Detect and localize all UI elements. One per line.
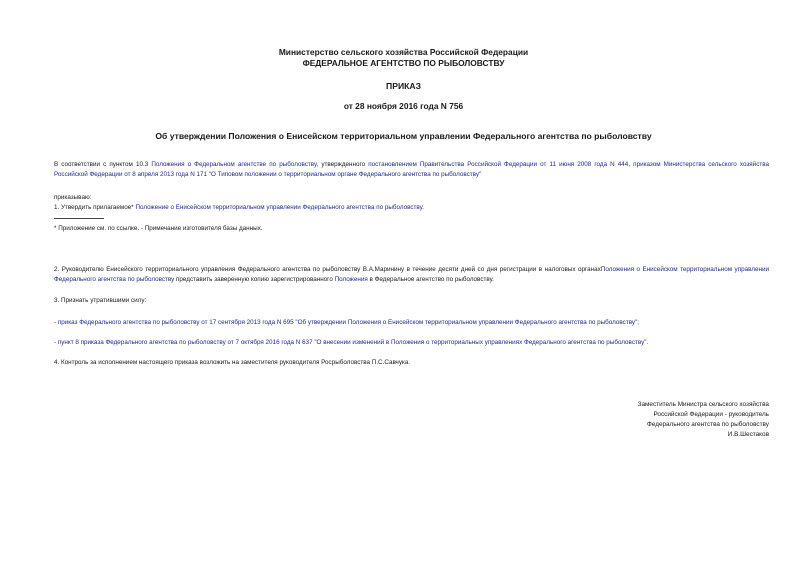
signature-line-1: Заместитель Министра сельского хозяйства <box>637 401 769 408</box>
item-4: 4. Контроль за исполнением настоящего приказа возложить на заместителя руководителя Росрыболовства П.С.Савчука. <box>54 359 411 366</box>
preamble-text-1: В соответствии с пунктом 10.3 <box>54 161 152 168</box>
item-2-text-3: в Федеральное агентство по рыболовству. <box>367 276 494 283</box>
link-agency-regulation[interactable]: Положения о Федеральном агентстве по рыболовству <box>151 161 317 168</box>
preamble-text-2: , утвержденного <box>316 161 369 168</box>
item-2 <box>54 265 769 285</box>
document-date-number: от 28 ноября 2016 года N 756 <box>343 101 464 111</box>
link-regulation[interactable]: Положения <box>334 276 368 283</box>
signature-line-2: Российской Федерации - руководитель <box>653 411 769 418</box>
item-3: 3. Признать утратившими силу: <box>54 297 147 304</box>
document-type: ПРИКАЗ <box>386 81 421 91</box>
signature-line-3: Федерального агентства по рыболовству <box>646 421 769 428</box>
order-word: приказываю: <box>54 194 92 201</box>
link-repealed-order-695[interactable]: - приказ Федерального агентства по рыболовству от 17 сентября 2013 года N 695 "Об утверждении Положения о Енисейском территориальном управлении Федерального агентства по рыболовству"; <box>54 319 640 326</box>
link-yenisei-regulation[interactable]: Положение о Енисейском территориальном управлении Федерального агентства по рыболовству <box>135 204 423 211</box>
footnote-separator <box>54 218 104 219</box>
item-1 <box>54 203 769 213</box>
link-ministry-order[interactable]: приказом Министерства сельского хозяйства Российской Федерации от 8 апреля 2013 года N 171 "О Типовом положении о территориальном органе Федерального агентства по рыболовству" <box>54 161 770 178</box>
link-yenisei-regulation-2[interactable]: Положения о Енисейском территориальном управлении Федерального агентства по рыболовству <box>54 266 769 283</box>
signature-block <box>569 400 769 440</box>
agency-name: ФЕДЕРАЛЬНОЕ АГЕНТСТВО ПО РЫБОЛОВСТВУ <box>302 58 505 68</box>
item-1-text: 1. Утвердить прилагаемое* <box>54 204 136 211</box>
document-title: Об утверждении Положения о Енисейском территориальном управлении Федерального агентства по рыболовству <box>155 131 652 141</box>
preamble-text-3: , <box>628 161 634 168</box>
footnote: * Приложение см. по ссылке. - Примечание изготовителя базы данных. <box>54 225 263 232</box>
signatory-name: И.В.Шестаков <box>727 431 769 438</box>
link-government-decree[interactable]: постановлением Правительства Российской Федерации от 11 июня 2008 года N 444 <box>368 161 629 168</box>
link-repealed-order-637[interactable]: - пункт 8 приказа Федерального агентства по рыболовству от 7 октября 2016 года N 637 "О внесении изменений в Положения о территориальных управлениях Федерального агентства по рыболовству". <box>54 339 649 346</box>
ministry-name: Министерство сельского хозяйства Российской Федерации <box>278 47 529 57</box>
preamble-paragraph <box>54 160 769 180</box>
item-1-end: . <box>422 204 424 211</box>
item-2-text-1: 2. Руководителю Енисейского территориального управления Федерального агентства по рыболовству В.А.Маринину в течение десяти дней со дня регистрации в налоговых органах <box>54 266 601 273</box>
item-2-text-2: представить заверенную копию зарегистрированного <box>174 276 335 283</box>
